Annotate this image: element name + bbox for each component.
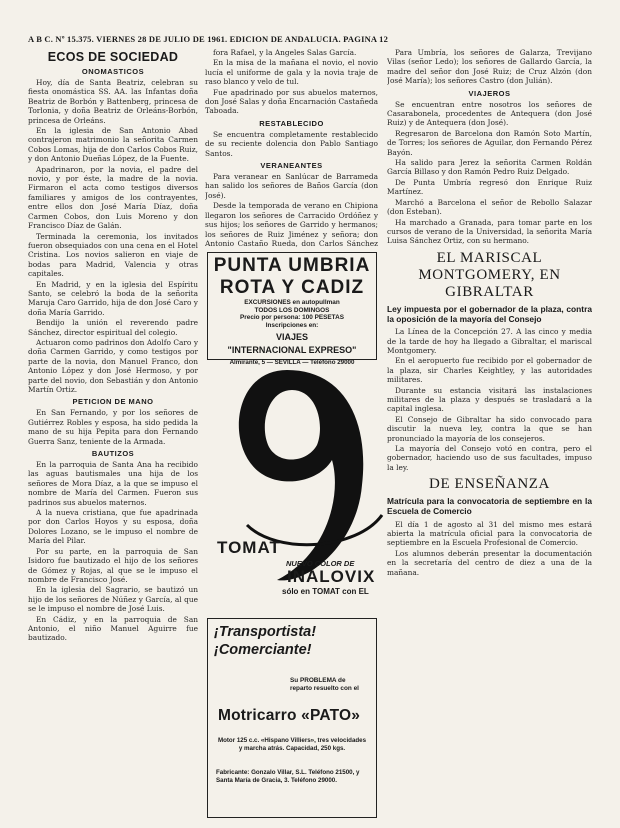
- ad-agency: VIAJES: [275, 332, 308, 343]
- paragraph: Desde la temporada de verano en Chipiona llegaron los señores de Carracido Ordóñez y sus hijos; los señores de Garrido y hermanos; los señores de Ruiz Jiménez y señora; don Antonio Castaño Rueda, don Carlos Sánchez: [205, 201, 378, 248]
- paragraph: La Línea de la Concepción 27. A las cinco y media de la tarde de hoy ha llegado a Gibraltar, el mariscal Montgomery.: [387, 327, 592, 355]
- paragraph: Por su parte, en la parroquia de San Isidoro fue bautizado el hijo de los señores de Gómez y Rojas, al que se le impuso el nombre de Francisco José.: [28, 546, 198, 584]
- paragraph: Para Umbría, los señores de Galarza, Trevijano Vilas (señor Ledo); los señores de Gallardo García, la madre del señor don José Ruiz; de Cruz Alzón (don José María); los señores Castro (don Julián).: [387, 48, 592, 86]
- ad-text: EXCURSIONES en autopullman: [244, 299, 340, 306]
- ad-text: Precio por persona: 100 PESETAS: [240, 314, 344, 322]
- subhead-bautizos: BAUTIZOS: [91, 449, 135, 459]
- ad-excursiones: [207, 252, 377, 367]
- paragraph: En la parroquia de Santa Ana ha recibido las aguas bautismales una hija de los señores de Mora Díaz, a la que se impuso el nombre de María del Carmen. Fueron sus padrinos sus abuelos maternos.: [28, 460, 198, 507]
- ad-text: Inscripciones en:: [265, 321, 319, 329]
- paragraph: En Madrid, y en la iglesia del Espíritu Santo, se celebró la boda de la señorita Maruja Caro Garrido, hija de don José Caro y doña María Garrido.: [28, 279, 198, 317]
- nine-label: 9: [303, 493, 307, 499]
- ad-tomat: [207, 365, 385, 605]
- paragraph: En la iglesia de San Antonio Abad contrajeron matrimonio la señorita Carmen Cobos Lomas, hija de don Carlos Cobos Ruiz, y don Antonio Dueñas López, de la Fuente.: [28, 126, 198, 164]
- paragraph: En la misa de la mañana el novio, el novio lucía el uniforme de gala y la novia traje de raso blanco y velo de tul.: [205, 58, 378, 87]
- paragraph: En el aeropuerto fue recibido por el gobernador de la plaza, sir Charles Keightley, y las autoridades militares.: [387, 356, 592, 385]
- section-title-ecos: ECOS DE SOCIEDAD: [47, 50, 179, 64]
- ad-footer: Fabricante: Gonzalo Villar, S.L. Teléfono 21500, y Santa María de Gracia, 3. Teléfono 29000.: [216, 769, 360, 785]
- paragraph: Se encuentran entre nosotros los señores de Casarabonela, procedentes de Antequera (don José Ruiz) y de Antequera (don José).: [387, 99, 592, 128]
- ad-line: sólo en TOMAT con EL: [282, 587, 369, 596]
- page-header: A B C. Nº 15.375. VIERNES 28 DE JULIO DE 1961. EDICION DE ANDALUCIA. PAGINA 12: [28, 34, 389, 44]
- paragraph: En Cádiz, y en la parroquia de San Antonio, el niño Manuel Aguirre fue bautizado.: [28, 614, 198, 643]
- ad-headline: ¡Comerciante!: [214, 642, 312, 658]
- paragraph: El día 1 de agosto al 31 del mismo mes estará abierta la matrícula oficial para la convocatoria de septiembre en la Escuela Profesional de Comercio.: [387, 519, 592, 548]
- paragraph: Bendijo la unión el reverendo padre Sánchez, director espiritual del colegio.: [28, 318, 198, 337]
- ad-product: [218, 707, 360, 725]
- ad-headline: PUNTA UMBRIA: [213, 255, 371, 276]
- paragraph: La mayoría del Consejo votó en contra, pero el gobernador, haciendo uso de sus facultades, impuso la ley.: [387, 444, 592, 472]
- subhead-veraneantes: VERANEANTES: [260, 161, 323, 171]
- ad-headline: ¡Transportista!: [214, 624, 317, 640]
- ad-product: INALOVIX: [287, 567, 376, 586]
- paragraph: fora Rafael, y la Angeles Salas García.: [213, 48, 357, 57]
- paragraph: En San Fernando, y por los señores de Gutiérrez Robles y esposa, ha sido pedida la mano de su hija Pepita para don Fernando Guerra Sanz, teniente de la Armada.: [28, 408, 198, 446]
- ad-address: Almirante, 5 — SEVILLA — Teléfono 29000: [229, 359, 355, 367]
- ad-product-name: Motricarro: [218, 707, 297, 724]
- paragraph: Ha marchado a Granada, para tomar parte en los cursos de verano de la Universidad, la señorita María Luisa Sánchez Ortiz, con su hermano.: [387, 217, 592, 246]
- subhead-onomasticos: ONOMASTICOS: [81, 67, 145, 76]
- paragraph: A la nueva cristiana, que fue apadrinada por don Carlos Hoyos y su esposa, doña Dolores Lozano, se le impuso el nombre de María del Pilar.: [28, 508, 198, 546]
- paragraph: Actuaron como padrinos don Adolfo Caro y doña Carmen Garrido, y como testigos por parte de la novia, don Manuel Franco, don Antonio López y don José Hermoso, y por parte del novio, don Sebastián y don Antonio Martín Ortiz.: [28, 337, 198, 394]
- paragraph: Marchó a Barcelona el señor de Rebollo Salazar (don Esteban).: [387, 197, 592, 217]
- paragraph: Apadrinaron, por la novia, el padre del novio, y por éste, la madre de la novia. Firmaron el acta como testigos diversos familiares y amigos de los contrayentes, entre ellos don José María Díaz, doña Carmen Cobos, don Luis Moreno y don Francisco Díaz de Galán.: [28, 164, 198, 231]
- ad-headline: ROTA Y CADIZ: [219, 277, 365, 298]
- column-middle: [205, 48, 378, 248]
- ad-text: TODOS LOS DOMINGOS: [254, 306, 330, 314]
- paragraph: En la iglesia del Sagrario, se bautizó un hijo de los señores de Núñez y García, al que se le impuso el nombre de José Luis.: [28, 585, 198, 614]
- headline-ensenanza: DE ENSEÑANZA: [429, 476, 550, 493]
- paragraph: Ha salido para Jerez la señorita Carmen Roldán García Billaso y don Ramón Pedro Ruiz Delgado.: [387, 158, 592, 177]
- paragraph: Para veranear en Sanlúcar de Barrameda han salido los señores de Baños García (don José).: [205, 172, 378, 200]
- ad-description: Motor 125 c.c. «Hispano Villiers», tres velocidades y marcha atrás. Capacidad, 250 kgs.: [217, 737, 367, 753]
- paragraph: Terminada la ceremonia, los invitados fueron obsequiados con una cena en el Hotel Cristina. Los novios salieron en viaje de bodas para Madrid, Valencia y otras capitales.: [28, 231, 198, 279]
- ad-product-brand: «PATO»: [301, 707, 361, 724]
- lead-montgomery: Ley impuesta por el gobernador de la plaza, contra la oposición de la mayoría del Consejo: [387, 303, 592, 324]
- ad-brand: TOMAT: [217, 538, 281, 557]
- column-right: [387, 48, 592, 818]
- subhead-viajeros: VIAJEROS: [468, 88, 511, 98]
- ad-agency-name: "INTERNACIONAL EXPRESO": [227, 345, 357, 356]
- paragraph: Fue apadrinado por sus abuelos maternos, don José Salas y doña Encarnación Castañeda Taboada.: [205, 87, 378, 116]
- subhead-peticion: PETICION DE MANO: [72, 397, 154, 407]
- paragraph: Los alumnos deberán presentar la documentación en la secretaría del centro de diez a una de la mañana.: [387, 548, 592, 577]
- paragraph: Regresaron de Barcelona don Ramón Soto Martín, de Torres; los señores de Aguilar, don Fernando Pérez Bayón.: [387, 128, 592, 157]
- subhead-restablecido: RESTABLECIDO: [259, 118, 324, 128]
- lead-ensenanza: Matrícula para la convocatoria de septiembre en la Escuela de Comercio: [387, 496, 592, 517]
- paragraph: Se encuentra completamente restablecido de su reciente dolencia don Pablo Santiago Santos.: [205, 129, 378, 158]
- paragraph: Hoy, día de Santa Beatriz, celebran su fiesta onomástica SS. AA. las Infantas doña Beatriz de Borbón y Battenberg, princesa de Torlonia, y doña Beatriz de Orleáns-Borbón, princesa de Orleáns.: [28, 78, 198, 125]
- ad-text: Su PROBLEMA de reparto resuelto con el: [290, 677, 359, 692]
- paragraph: De Punta Umbría regresó don Enrique Ruiz Martínez.: [387, 177, 592, 197]
- headline-montgomery: EL MARISCAL MONTGOMERY, EN GIBRALTAR: [418, 249, 561, 300]
- paragraph: El Consejo de Gibraltar ha sido convocado para discutir la nueva ley, contra la que se han pronunciado la mayoría de los consejeros.: [387, 414, 592, 443]
- ad-motricarro: [207, 618, 377, 818]
- paragraph: Durante su estancia visitará las instalaciones militares de la plaza y después se trasladará a la capital inglesa.: [387, 385, 592, 414]
- column-left: [28, 48, 198, 818]
- ad-line: NUEVO COLOR DE: [286, 559, 355, 568]
